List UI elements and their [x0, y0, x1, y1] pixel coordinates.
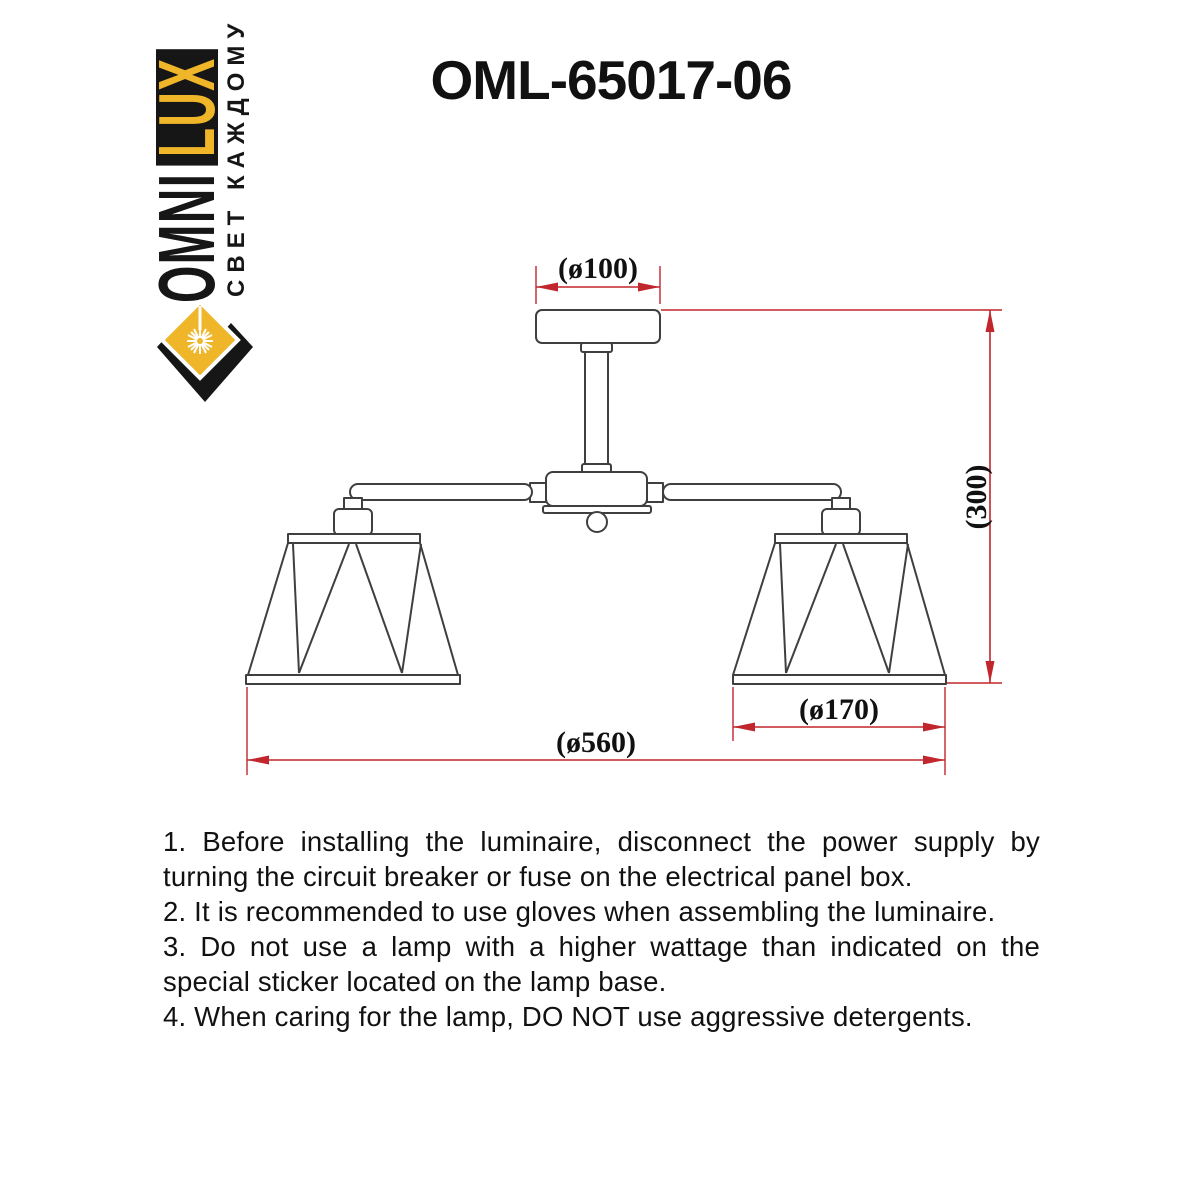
hub-finial-ball: [587, 512, 607, 532]
left-shade-frame: [248, 543, 458, 675]
right-arm: [663, 484, 841, 500]
fixture-outline: [246, 310, 946, 684]
center-hub: [546, 472, 647, 506]
dim-shade-diameter-label: (ø170): [799, 693, 879, 726]
brand-tagline: СВЕТ КАЖДОМУ: [223, 16, 250, 297]
hub-right-connector: [647, 483, 663, 502]
instruction-item-3: 3. Do not use a lamp with a higher wattage than indicated on the special sticker located on the lamp base.: [163, 931, 1040, 997]
stem-top-collar: [581, 343, 612, 352]
right-shade-frame: [733, 543, 945, 675]
instructions-list: [163, 824, 1040, 1034]
stem: [585, 352, 608, 466]
left-arm: [350, 484, 532, 500]
right-socket-cap: [822, 509, 860, 535]
dim-fixture-height-label: (300): [960, 464, 993, 530]
right-shade-bottom-rim: [733, 675, 946, 684]
dim-canopy-diameter-label: (ø100): [558, 252, 638, 285]
instruction-item-1: 1. Before installing the luminaire, disconnect the power supply by turning the circuit breaker or fuse on the electrical panel box.: [163, 826, 1040, 892]
dim-fixture-diameter-label: (ø560): [556, 726, 636, 759]
left-shade-bottom-rim: [246, 675, 460, 684]
ceiling-canopy: [536, 310, 660, 343]
brand-name-lux: LUX: [142, 57, 231, 158]
dimension-shade-diameter: [733, 687, 945, 775]
instruction-item-2: 2. It is recommended to use gloves when assembling the luminaire.: [163, 896, 996, 927]
right-shade-top-rim: [775, 534, 907, 543]
dimension-canopy-diameter: [536, 252, 660, 304]
page-title: OML-65017-06: [430, 49, 792, 111]
instruction-item-4: 4. When caring for the lamp, DO NOT use aggressive detergents.: [163, 1001, 973, 1032]
technical-drawing: [230, 235, 1020, 790]
brand-name-omni: OMNI: [142, 172, 231, 303]
left-shade-top-rim: [288, 534, 420, 543]
left-socket-cap: [334, 509, 372, 535]
